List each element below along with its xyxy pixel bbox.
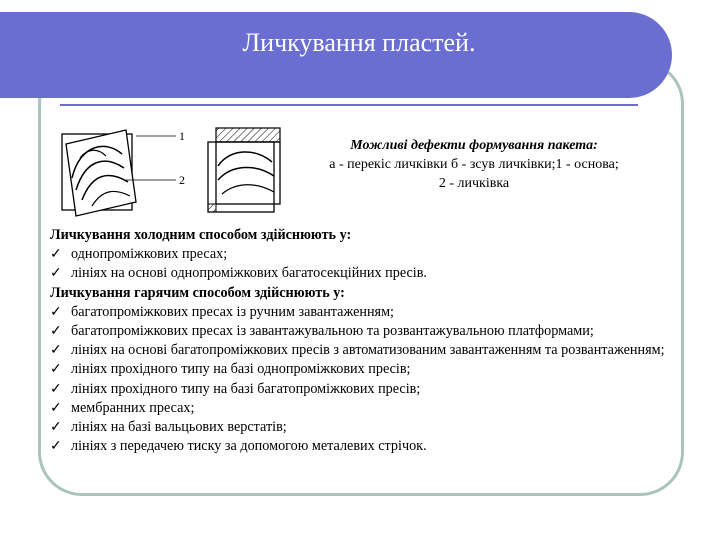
list-item bbox=[50, 399, 668, 418]
skew-defect-drawing bbox=[62, 130, 136, 216]
cold-method-heading: Личкування холодним способом здійснюють у: bbox=[50, 227, 352, 243]
title-underline bbox=[60, 104, 638, 106]
list-item bbox=[50, 360, 668, 379]
checkmark-icon: ✓ bbox=[50, 438, 62, 455]
list-item-text: лініях з передачею тиску за допомогою металевих стрічок. bbox=[71, 438, 427, 455]
list-item-text: лініях прохідного типу на базі однопроміжкових пресів; bbox=[71, 361, 411, 378]
list-item bbox=[50, 303, 668, 322]
list-item-text: однопроміжкових пресах; bbox=[71, 246, 228, 263]
shift-defect-drawing bbox=[208, 128, 280, 212]
list-item-text: багатопроміжкових пресах із ручним завантаженням; bbox=[71, 303, 394, 320]
list-item-text: лініях на основі багатопроміжкових пресів з автоматизованим завантаженням та розвантаженням; bbox=[71, 342, 665, 359]
checkmark-icon: ✓ bbox=[50, 419, 62, 436]
label-1: 1 bbox=[179, 129, 185, 143]
caption-heading: Можливі дефекти формування пакета: bbox=[350, 138, 598, 153]
slide-title: Личкування пластей. bbox=[242, 28, 476, 57]
caption-line-1: а - перекіс личківки б - зсув личківки;1 - основа; bbox=[329, 157, 619, 172]
defects-figure bbox=[52, 118, 322, 220]
figure-caption bbox=[300, 136, 648, 193]
list-item bbox=[50, 322, 668, 341]
checkmark-icon: ✓ bbox=[50, 399, 62, 416]
checkmark-icon: ✓ bbox=[50, 342, 62, 359]
list-item bbox=[50, 245, 668, 264]
checkmark-icon: ✓ bbox=[50, 323, 62, 340]
list-item-text: лініях прохідного типу на базі багатопроміжкових пресів; bbox=[71, 380, 421, 397]
list-item-text: лініях на основі однопроміжкових багатосекційних пресів. bbox=[71, 265, 427, 282]
checkmark-icon: ✓ bbox=[50, 380, 62, 397]
checkmark-icon: ✓ bbox=[50, 303, 62, 320]
list-item bbox=[50, 437, 668, 456]
hot-method-heading: Личкування гарячим способом здійснюють у: bbox=[50, 284, 345, 301]
list-item-text: багатопроміжкових пресах із завантажувальною та розвантажувальною платформами; bbox=[71, 323, 594, 340]
list-item bbox=[50, 341, 668, 360]
checkmark-icon: ✓ bbox=[50, 246, 62, 263]
list-item-text: лініях на базі вальцьових верстатів; bbox=[71, 419, 287, 436]
list-item bbox=[50, 380, 668, 399]
list-item bbox=[50, 418, 668, 437]
list-item-text: мембранних пресах; bbox=[71, 399, 195, 416]
checkmark-icon: ✓ bbox=[50, 361, 62, 378]
checkmark-icon: ✓ bbox=[50, 265, 62, 282]
caption-line-2: 2 - личківка bbox=[438, 176, 510, 191]
list-item bbox=[50, 264, 668, 283]
label-2: 2 bbox=[179, 173, 185, 187]
lamination-methods-text bbox=[50, 226, 668, 456]
